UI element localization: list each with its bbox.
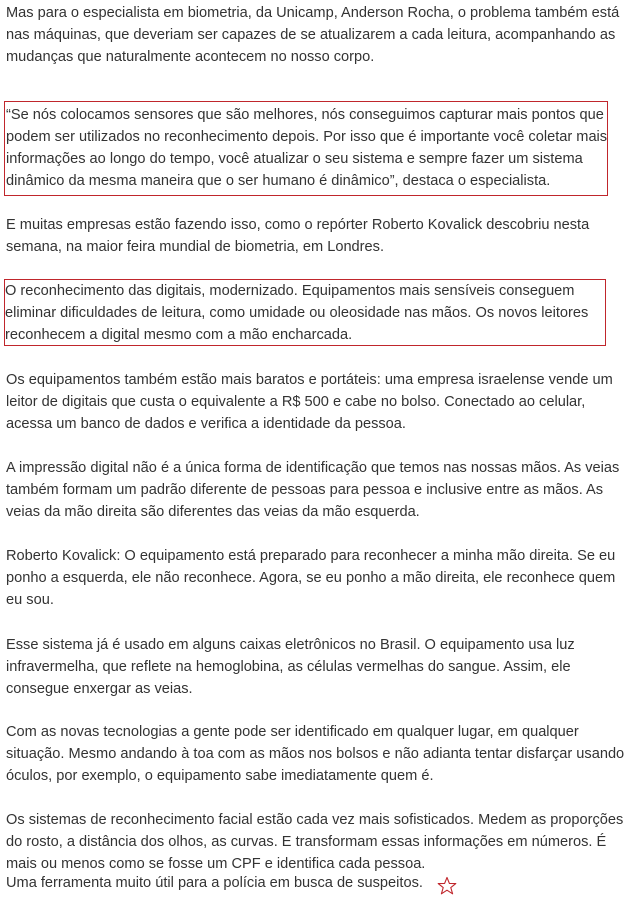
text-line: Esse sistema já é usado em alguns caixas eletrônicos no Brasil. O equipamento usa luz: [6, 637, 575, 653]
paragraph-8: [6, 634, 618, 700]
paragraph-digitais: [5, 280, 617, 346]
paragraph-6: [6, 457, 618, 523]
paragraph-1: [6, 2, 618, 68]
paragraph-5: [6, 369, 618, 435]
text-line: acessa um banco de dados e verifica a identidade da pessoa.: [6, 416, 406, 432]
text-line: situação. Mesmo andando à toa com as mãos nos bolsos e não adianta tentar disfarçar usando: [6, 746, 625, 762]
paragraph-10: [6, 809, 624, 894]
text-line: veias da mão direita são diferentes das veias da mão esquerda.: [6, 504, 420, 520]
text-line: eliminar dificuldades de leitura, como umidade ou oleosidade nas mãos. Os novos leitores: [5, 305, 589, 321]
text-line: podem ser utilizados no reconhecimento depois. Por isso que é importante você coletar mais: [6, 129, 608, 145]
text-line: semana, na maior feira mundial de biometria, em Londres.: [6, 239, 385, 255]
text-line: nas máquinas, que deveriam ser capazes de se atualizarem a cada leitura, acompanhando as: [6, 27, 616, 43]
text-line: Uma ferramenta muito útil para a polícia em busca de suspeitos.: [6, 875, 423, 891]
text-line: A impressão digital não é a única forma de identificação que temos nas nossas mãos. As veias: [6, 460, 620, 476]
text-line: “Se nós colocamos sensores que são melhores, nós conseguimos capturar mais pontos que: [6, 107, 604, 123]
text-line: Mas para o especialista em biometria, da Unicamp, Anderson Rocha, o problema também está: [6, 5, 620, 21]
text-line: Os sistemas de reconhecimento facial estão cada vez mais sofisticados. Medem as proporções: [6, 812, 624, 828]
paragraph-3: [6, 214, 618, 258]
text-line: mudanças que naturalmente acontecem no nosso corpo.: [6, 49, 375, 65]
text-line: eu sou.: [6, 592, 54, 608]
text-line: leitor de digitais que custa o equivalente a R$ 500 e cabe no bolso. Conectado ao celular,: [6, 394, 586, 410]
text-line: infravermelha, que reflete na hemoglobina, as células vermelhas do sangue. Assim, ele: [6, 659, 571, 675]
text-line: consegue enxergar as veias.: [6, 681, 193, 697]
text-line: mais ou menos como se fosse um CPF e identifica cada pessoa.: [6, 856, 426, 872]
text-line: Roberto Kovalick: O equipamento está preparado para reconhecer a minha mão direita. Se eu: [6, 548, 616, 564]
text-line: óculos, por exemplo, o equipamento sabe imediatamente quem é.: [6, 768, 434, 784]
text-line: ponho a esquerda, ele não reconhece. Agora, se eu ponho a mão direita, ele reconhece quem: [6, 570, 616, 586]
text-line: do rosto, a distância dos olhos, as curvas. E transformam essas informações em números. É: [6, 834, 607, 850]
text-line: E muitas empresas estão fazendo isso, como o repórter Roberto Kovalick descobriu nesta: [6, 217, 590, 233]
text-line: reconhecem a digital mesmo com a mão encharcada.: [5, 327, 353, 343]
text-line: Os equipamentos também estão mais baratos e portáteis: uma empresa israelense vende um: [6, 372, 613, 388]
paragraph-7: [6, 545, 618, 611]
paragraph-quote: [6, 104, 618, 192]
star-outline-icon[interactable]: [437, 876, 457, 896]
text-line: dinâmico da mesma maneira que o ser humano é dinâmico”, destaca o especialista.: [6, 173, 551, 189]
text-line: Com as novas tecnologias a gente pode ser identificado em qualquer lugar, em qualquer: [6, 724, 579, 740]
paragraph-9: [6, 721, 625, 787]
text-line: também formam um padrão diferente de pessoas para pessoa e inclusive entre as mãos. As: [6, 482, 604, 498]
text-line: informações ao longo do tempo, você atualizar o seu sistema e sempre fazer um sistema: [6, 151, 583, 167]
text-line: O reconhecimento das digitais, modernizado. Equipamentos mais sensíveis conseguem: [5, 283, 575, 299]
